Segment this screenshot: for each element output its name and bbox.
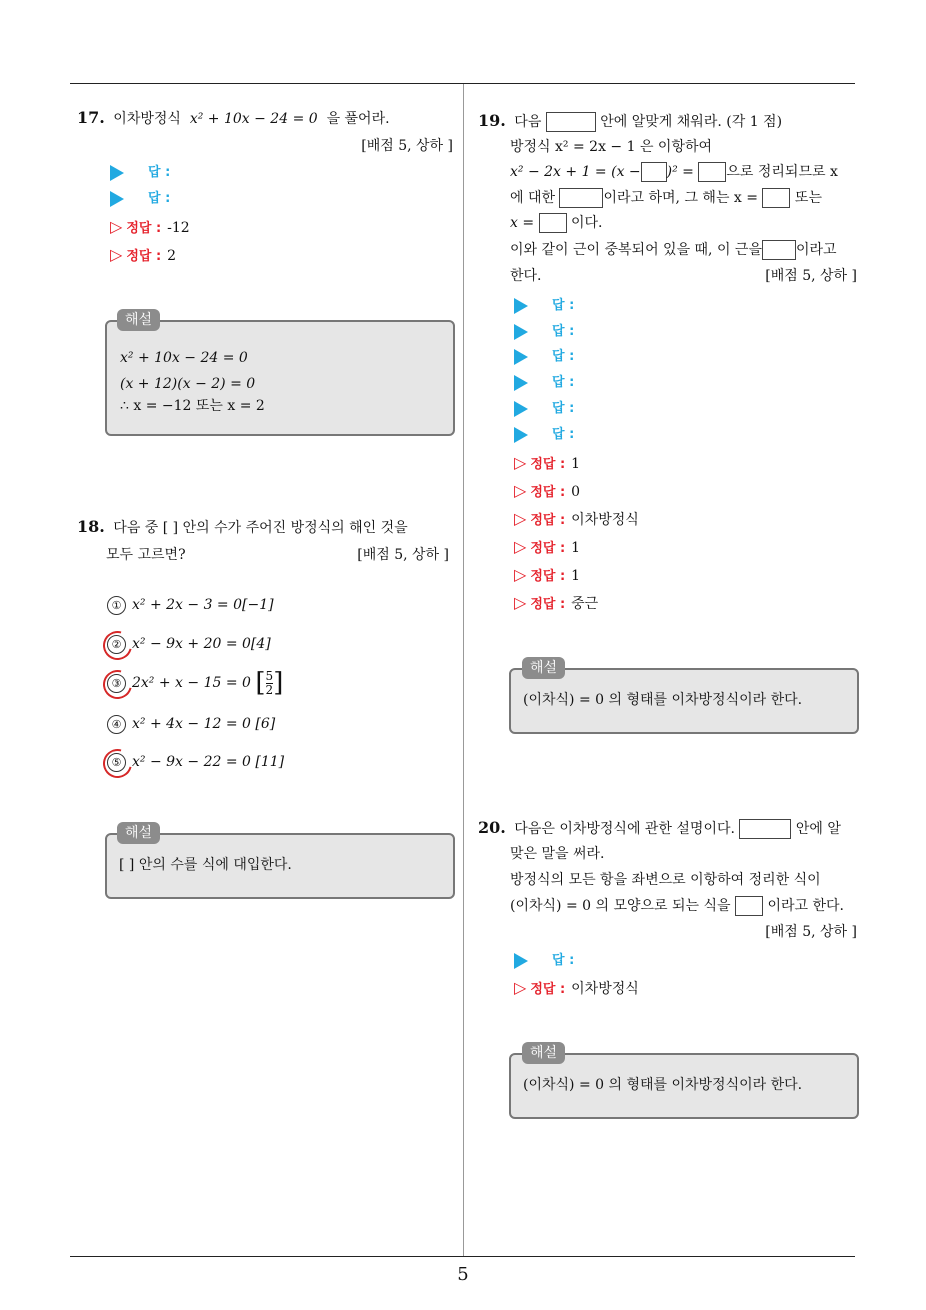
column-divider xyxy=(463,84,464,1256)
correct-label: 정답 : xyxy=(530,597,566,612)
correct-value: 중근 xyxy=(571,596,599,612)
answer-label: 답 : xyxy=(552,298,575,313)
q17-number: 17. xyxy=(77,108,105,127)
q19-l6a: 이와 같이 근이 중복되어 있을 때, 이 근을 xyxy=(510,242,762,258)
option-number-selected: ③ xyxy=(107,674,126,693)
correct-value: 1 xyxy=(571,568,581,584)
q17-expl-line-3: ∴ x = −12 또는 x = 2 xyxy=(120,398,265,414)
answer-blank[interactable] xyxy=(641,162,667,182)
answer-label: 답 : xyxy=(148,191,171,206)
answer-label: 답 : xyxy=(552,401,575,416)
q17-expl-line-1: x² + 10x − 24 = 0 xyxy=(120,350,248,366)
filled-triangle-icon xyxy=(514,324,528,340)
correct-value: 0 xyxy=(571,484,581,500)
option-equation: 2x² + x − 15 = 0 xyxy=(132,675,251,691)
q20-expl-line: (이차식) = 0 의 형태를 이차방정식이라 한다. xyxy=(523,1077,803,1093)
q17-meta: [배점 5, 상하 ] xyxy=(361,138,453,154)
q19-line-3 xyxy=(510,162,838,182)
q19-answer-3[interactable] xyxy=(514,347,574,367)
correct-value: 1 xyxy=(571,540,581,556)
q17-equation: x² + 10x − 24 = 0 xyxy=(185,111,323,127)
q17-answer-2[interactable] xyxy=(110,189,170,209)
correct-label: 정답 : xyxy=(530,457,566,472)
q18-explanation-box xyxy=(105,833,455,899)
option-number: ① xyxy=(107,596,126,615)
q17-expl-line-2: (x + 12)(x − 2) = 0 xyxy=(120,376,256,392)
open-triangle-icon: ▷ xyxy=(514,481,527,500)
correct-label: 정답 : xyxy=(126,221,162,236)
filled-triangle-icon xyxy=(514,375,528,391)
q18-meta: [배점 5, 상하 ] xyxy=(357,547,449,563)
filled-triangle-icon xyxy=(514,298,528,314)
answer-blank[interactable] xyxy=(739,819,791,839)
q19-correct-6 xyxy=(514,593,598,615)
option-number-selected: ⑤ xyxy=(107,753,126,772)
q19-answer-5[interactable] xyxy=(514,399,574,419)
q17-text-b: 을 풀어라. xyxy=(326,111,390,127)
q19-correct-1 xyxy=(514,453,580,475)
q17-explanation-tab: 해설 xyxy=(117,309,160,331)
q19-l4a: 에 대한 xyxy=(510,190,556,206)
q19-line-5 xyxy=(510,213,602,233)
q19-l4b: 이라고 하며, 그 해는 x = xyxy=(603,190,759,206)
open-triangle-icon: ▷ xyxy=(110,217,123,236)
q19-line-2: 방정식 x² = 2x − 1 은 이항하여 xyxy=(510,139,713,155)
open-triangle-icon: ▷ xyxy=(110,245,123,264)
answer-blank[interactable] xyxy=(539,213,567,233)
q20-correct-1 xyxy=(514,978,639,1000)
answer-blank[interactable] xyxy=(762,188,790,208)
correct-label: 정답 : xyxy=(126,249,162,264)
correct-label: 정답 : xyxy=(530,569,566,584)
q19-answer-1[interactable] xyxy=(514,296,574,316)
option-equation: x² + 2x − 3 = 0[−1] xyxy=(132,597,274,613)
q20-l4a: (이차식) = 0 의 모양으로 되는 식을 xyxy=(510,898,731,914)
filled-triangle-icon xyxy=(110,165,124,181)
q19-l5b: 이다. xyxy=(570,215,603,231)
correct-value: 1 xyxy=(571,456,581,472)
q18-option-5[interactable] xyxy=(107,752,284,772)
q18-option-3[interactable] xyxy=(107,664,283,702)
page-number: 5 xyxy=(457,1264,469,1285)
option-equation: x² − 9x − 22 = 0 [11] xyxy=(132,754,285,770)
correct-label: 정답 : xyxy=(530,485,566,500)
q20-line-4 xyxy=(510,896,844,916)
q19-answer-2[interactable] xyxy=(514,322,574,342)
answer-blank[interactable] xyxy=(762,240,796,260)
q19-line-6 xyxy=(510,240,837,260)
option-equation: x² − 9x + 20 = 0[4] xyxy=(132,636,271,652)
q17-correct-1 xyxy=(110,217,190,239)
q18-number: 18. xyxy=(77,517,105,536)
q19-correct-5 xyxy=(514,565,580,587)
answer-label: 답 : xyxy=(552,375,575,390)
q19-answer-6[interactable] xyxy=(514,425,574,445)
q18-stem-line-1 xyxy=(77,517,408,538)
q19-line-4 xyxy=(510,188,822,208)
q20-l1a: 다음은 이차방정식에 관한 설명이다. xyxy=(514,821,735,837)
open-triangle-icon: ▷ xyxy=(514,509,527,528)
correct-label: 정답 : xyxy=(530,982,566,997)
q20-answer-1[interactable] xyxy=(514,951,574,971)
correct-value: 이차방정식 xyxy=(571,512,639,528)
correct-label: 정답 : xyxy=(530,541,566,556)
q20-l4b: 이라고 한다. xyxy=(767,898,844,914)
option-number: ④ xyxy=(107,715,126,734)
q19-l3c: 으로 정리되므로 x xyxy=(726,164,838,180)
open-triangle-icon: ▷ xyxy=(514,565,527,584)
q19-number: 19. xyxy=(478,111,506,130)
q19-l6b: 이라고 xyxy=(796,242,837,258)
q19-l1b: 안에 알맞게 채워라. (각 1 점) xyxy=(600,114,783,130)
correct-value: 2 xyxy=(167,248,177,264)
answer-label: 답 : xyxy=(552,953,575,968)
left-bracket: [ xyxy=(255,668,266,698)
open-triangle-icon: ▷ xyxy=(514,593,527,612)
q19-answer-4[interactable] xyxy=(514,373,574,393)
bottom-rule xyxy=(70,1256,855,1257)
q20-l1b: 안에 알 xyxy=(795,821,841,837)
q17-stem xyxy=(77,108,390,129)
q19-correct-2 xyxy=(514,481,580,503)
answer-label: 답 : xyxy=(552,349,575,364)
q19-meta: [배점 5, 상하 ] xyxy=(765,268,857,284)
q18-option-1[interactable] xyxy=(107,595,274,615)
q19-correct-4 xyxy=(514,537,580,559)
right-bracket: ] xyxy=(273,668,284,698)
q19-explanation-tab: 해설 xyxy=(522,657,565,679)
q20-explanation-tab: 해설 xyxy=(522,1042,565,1064)
open-triangle-icon: ▷ xyxy=(514,978,527,997)
q18-stem-line-2: 모두 고르면? xyxy=(106,547,186,563)
q20-line-3: 방정식의 모든 항을 좌변으로 이항하여 정리한 식이 xyxy=(510,872,821,888)
q18-explanation-tab: 해설 xyxy=(117,822,160,844)
option-equation: x² + 4x − 12 = 0 [6] xyxy=(132,716,276,732)
q19-l3a: x² − 2x + 1 = (x − xyxy=(510,164,641,180)
q18-expl-line: [ ] 안의 수를 식에 대입한다. xyxy=(119,857,292,873)
filled-triangle-icon xyxy=(110,191,124,207)
q18-line1: 다음 중 [ ] 안의 수가 주어진 방정식의 해인 것을 xyxy=(113,520,408,536)
filled-triangle-icon xyxy=(514,427,528,443)
q18-option-2[interactable] xyxy=(107,634,271,654)
filled-triangle-icon xyxy=(514,401,528,417)
answer-label: 답 : xyxy=(552,324,575,339)
q19-l5a: x = xyxy=(510,215,535,231)
open-triangle-icon: ▷ xyxy=(514,537,527,556)
answer-label: 답 : xyxy=(552,427,575,442)
correct-label: 정답 : xyxy=(530,513,566,528)
q19-l1a: 다음 xyxy=(514,114,542,130)
q17-correct-2 xyxy=(110,245,176,267)
filled-triangle-icon xyxy=(514,953,528,969)
answer-blank[interactable] xyxy=(735,896,763,916)
option-number-selected: ② xyxy=(107,635,126,654)
q20-line-1 xyxy=(478,818,841,839)
answer-label: 답 : xyxy=(148,165,171,180)
answer-blank[interactable] xyxy=(546,112,596,132)
correct-value: 이차방정식 xyxy=(571,981,639,997)
q17-text-a: 이차방정식 xyxy=(113,111,181,127)
q19-correct-3 xyxy=(514,509,639,531)
open-triangle-icon: ▷ xyxy=(514,453,527,472)
q19-l4c: 또는 xyxy=(794,190,822,206)
q19-l3b: )² = xyxy=(666,164,694,180)
q19-line-1 xyxy=(478,111,782,132)
q18-option-4[interactable] xyxy=(107,714,275,734)
q20-meta: [배점 5, 상하 ] xyxy=(765,924,857,940)
q20-number: 20. xyxy=(478,818,506,837)
fraction-numerator: 5 xyxy=(265,668,274,683)
correct-value: -12 xyxy=(167,220,190,236)
fraction-denominator: 2 xyxy=(265,682,274,697)
filled-triangle-icon xyxy=(514,349,528,365)
answer-blank[interactable] xyxy=(559,188,603,208)
q19-line-7: 한다. xyxy=(510,268,542,284)
q19-expl-line: (이차식) = 0 의 형태를 이차방정식이라 한다. xyxy=(523,692,803,708)
q20-line-2: 맞은 말을 써라. xyxy=(510,846,605,862)
q17-explanation-box xyxy=(105,320,455,436)
q17-answer-1[interactable] xyxy=(110,163,170,183)
answer-blank[interactable] xyxy=(698,162,726,182)
